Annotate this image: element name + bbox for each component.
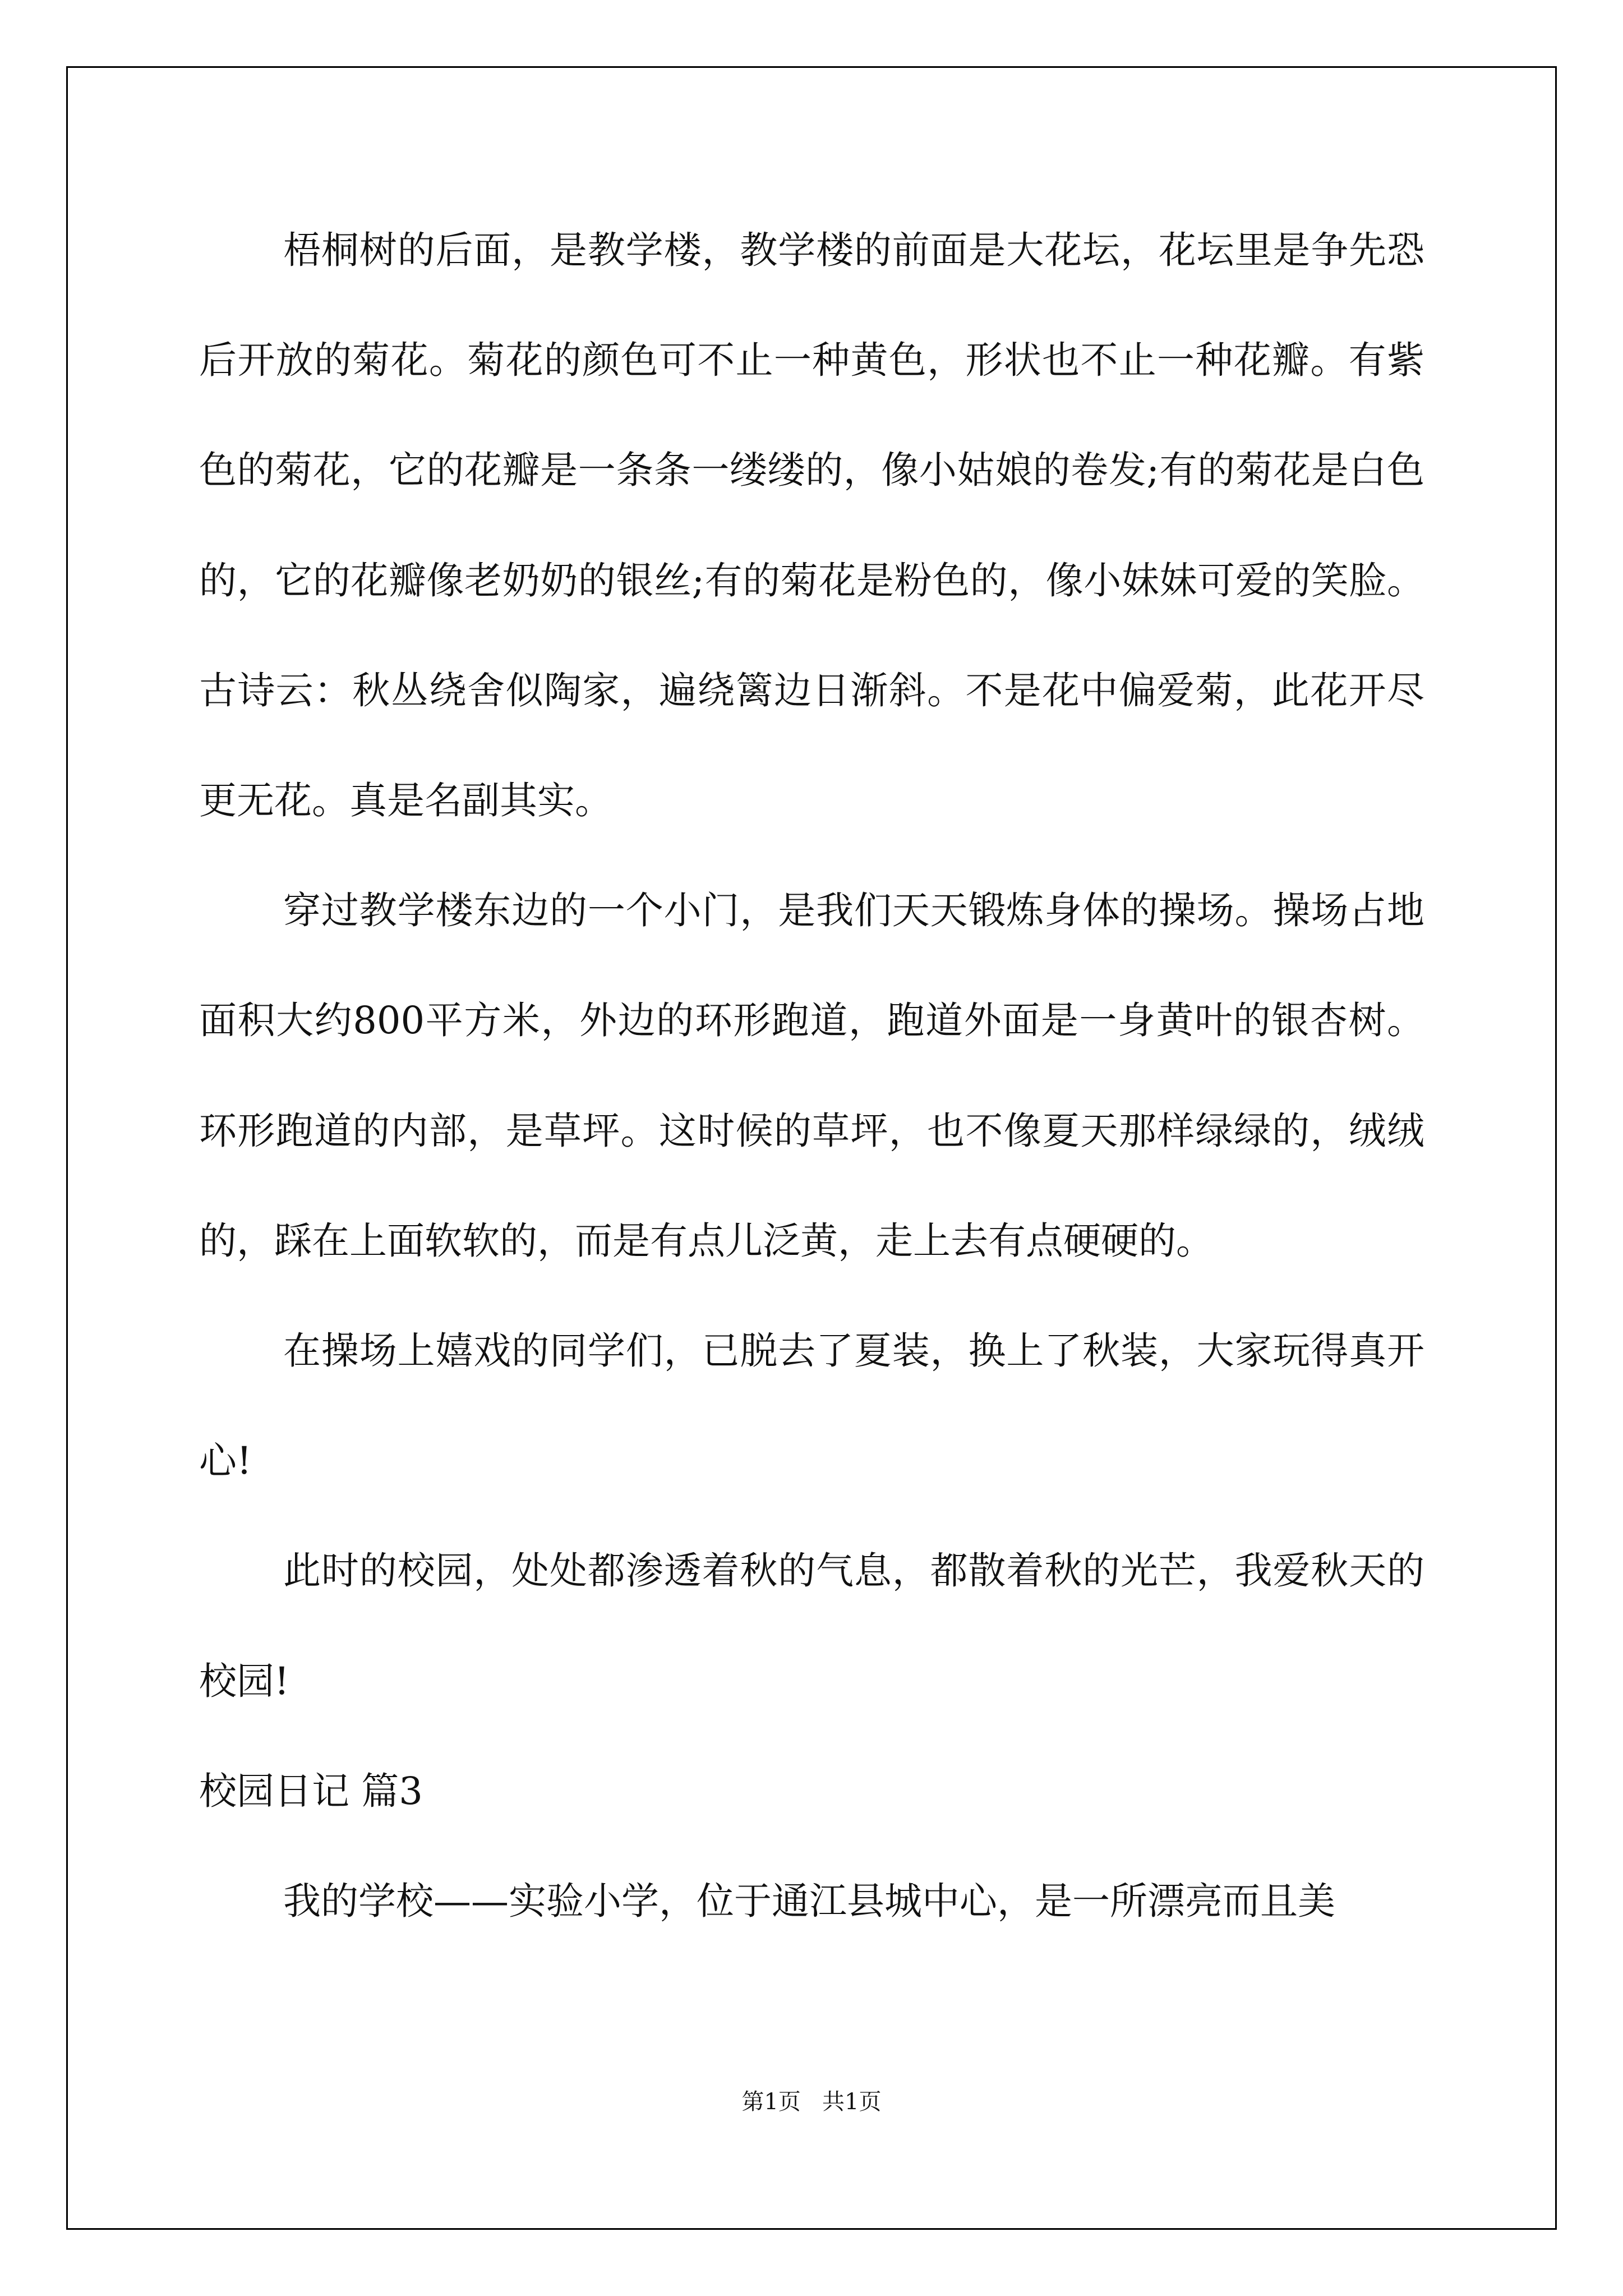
- paragraph-my-school: 我的学校——实验小学，位于通江县城中心，是一所漂亮而且美: [283, 1879, 1335, 1924]
- page-footer: 第1页 共1页: [741, 2089, 882, 2115]
- paragraph-classmates: 在操场上嬉戏的同学们，已脱去了夏装，换上了秋装，大家玩得真开心!: [199, 1329, 1424, 1483]
- document-body: [199, 195, 1424, 1956]
- paragraph-chrysanthemums: 梧桐树的后面，是教学楼，教学楼的前面是大花坛，花坛里是争先恐后开放的菊花。菊花的颜色可不止一种黄色，形状也不止一种花瓣。有紫色的菊花，它的花瓣是一条条一缕缕的，像小姑娘的卷发;有的菊花是白色的，它的花瓣像老奶奶的银丝;有的菊花是粉色的，像小妹妹可爱的笑脸。古诗云：秋丛绕舍似陶家，遍绕篱边日渐斜。不是花中偏爱菊，此花开尽更无花。真是名副其实。: [199, 228, 1424, 823]
- section-heading: 校园日记 篇3: [199, 1769, 423, 1813]
- paragraph-playground: 穿过教学楼东边的一个小门，是我们天天锻炼身体的操场。操场占地面积大约800平方米，外边的环形跑道，跑道外面是一身黄叶的银杏树。环形跑道的内部，是草坪。这时候的草坪，也不像夏天那样绿绿的，绒绒的，踩在上面软软的，而是有点儿泛黄，走上去有点硬硬的。: [199, 889, 1424, 1263]
- paragraph-autumn-campus: 此时的校园，处处都渗透着秋的气息，都散着秋的光芒，我爱秋天的校园!: [199, 1549, 1424, 1703]
